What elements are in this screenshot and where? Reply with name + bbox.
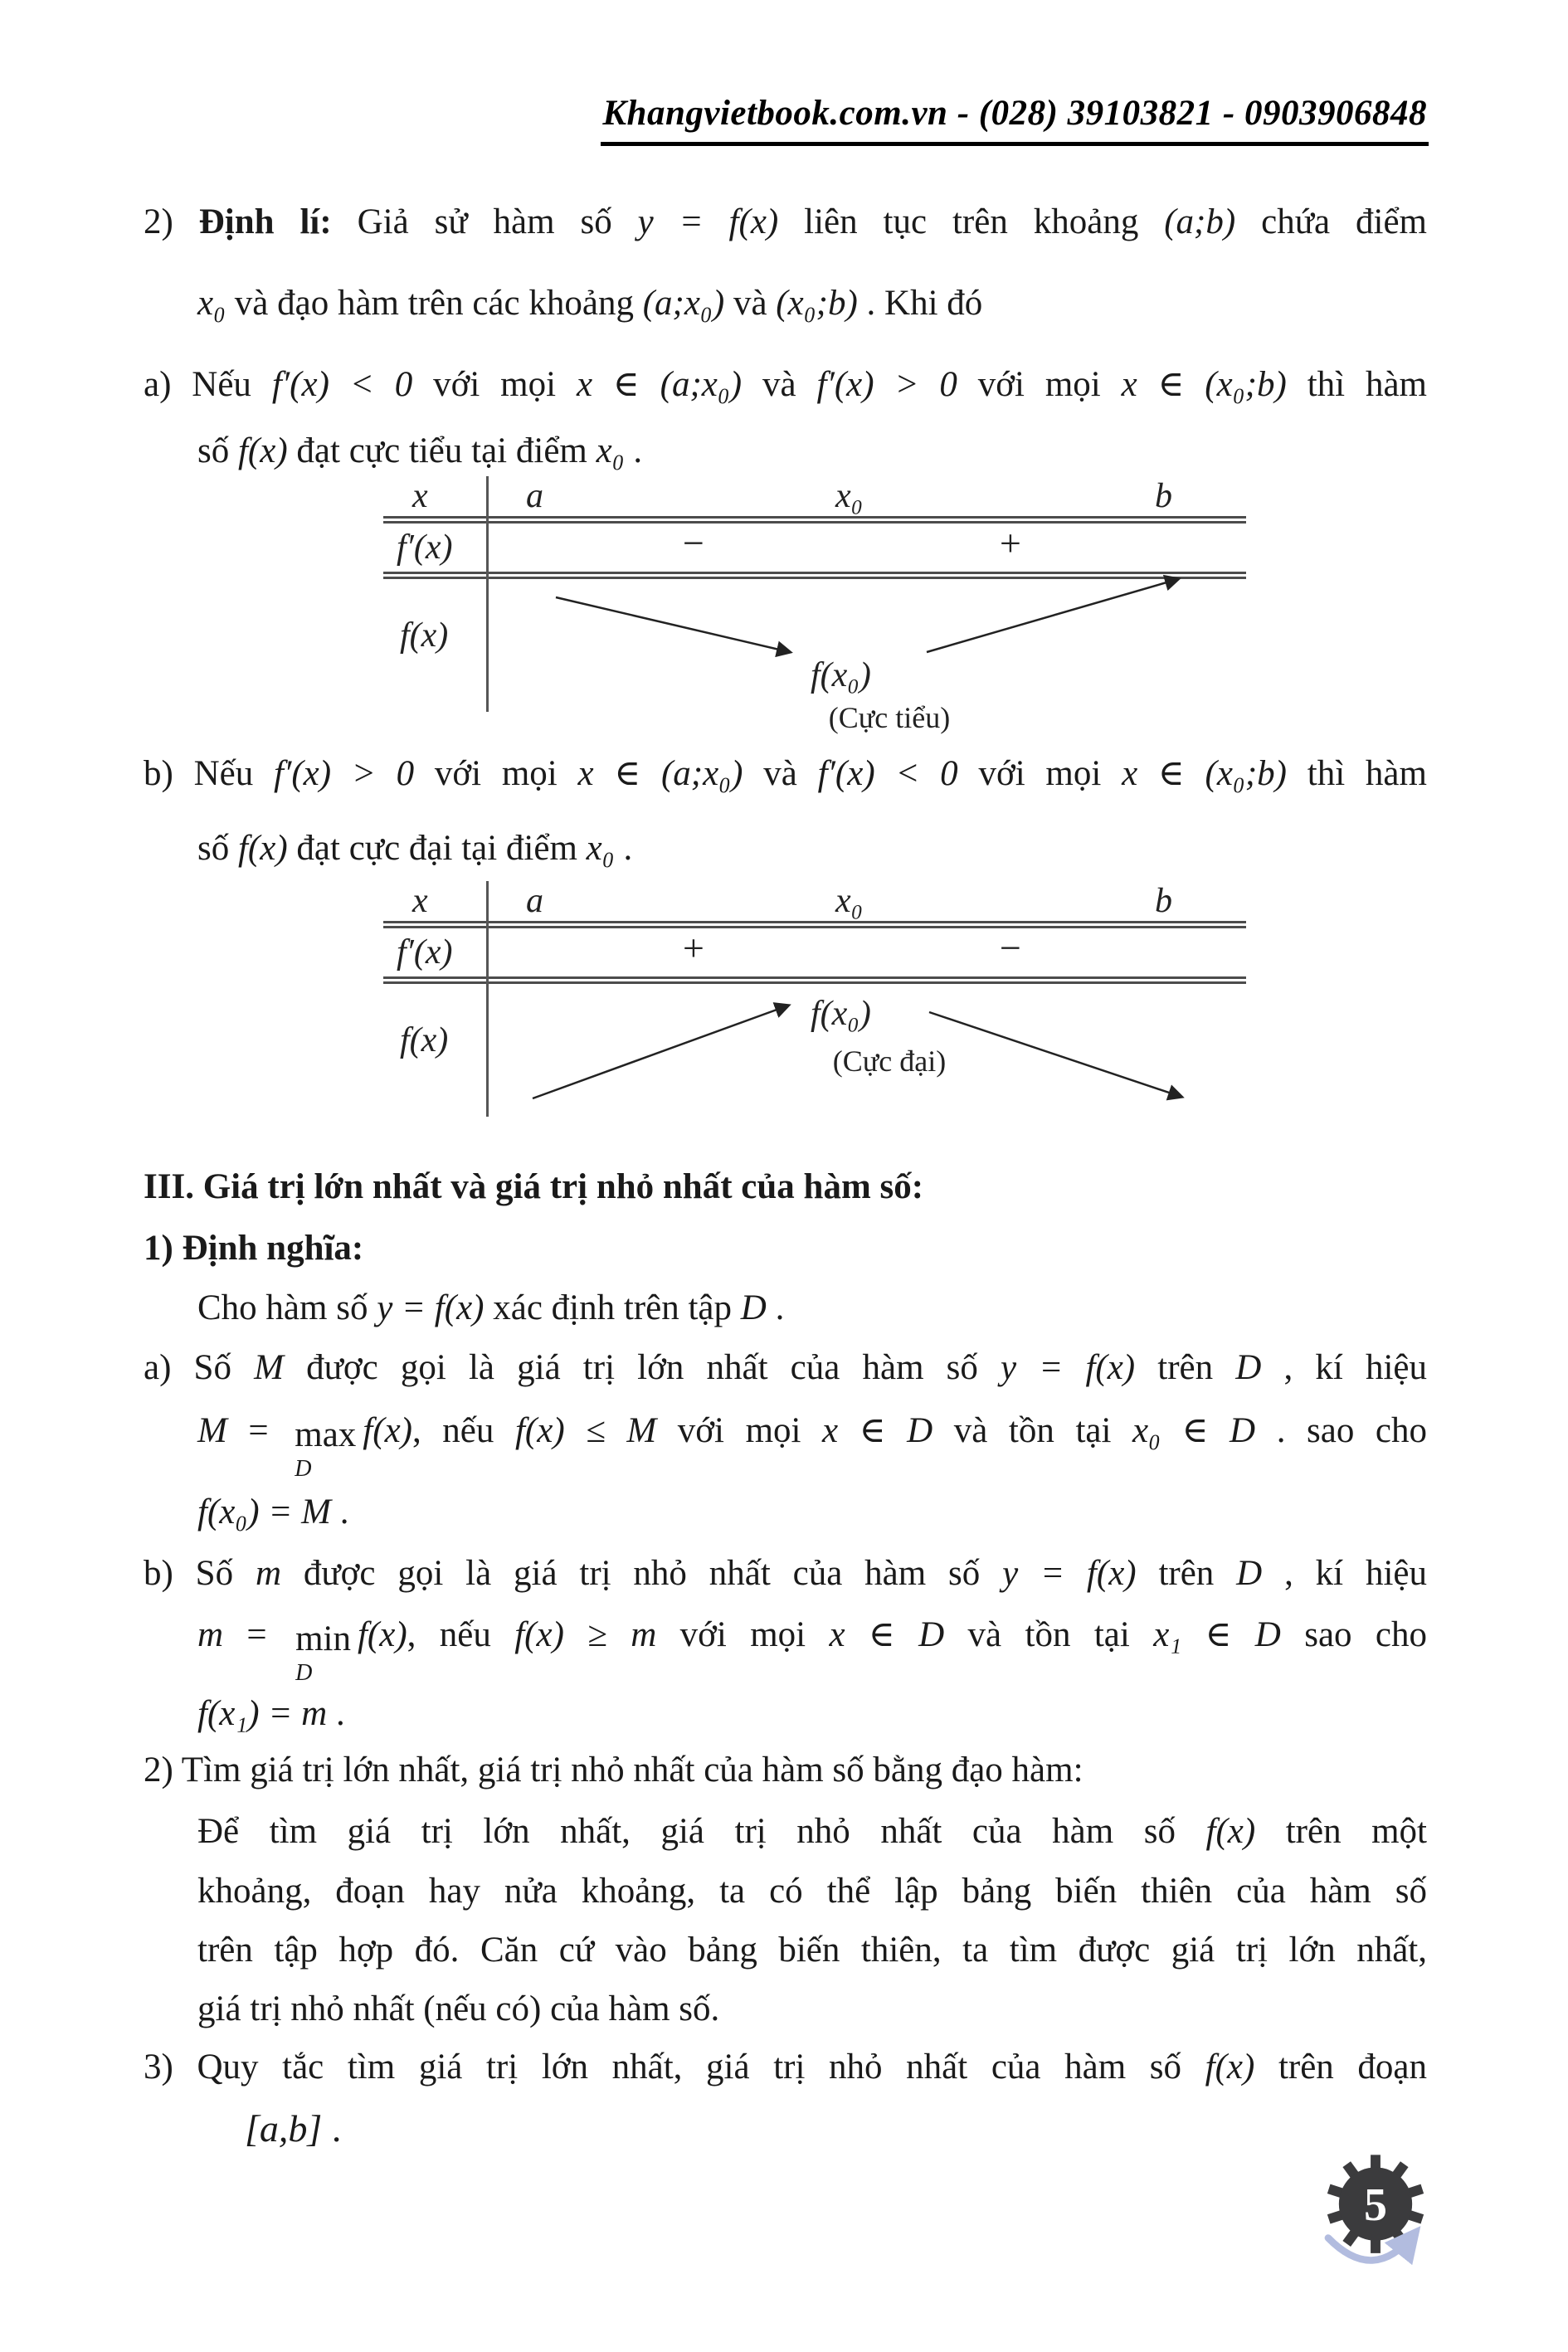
- para-tim-gtln-line-1: Để tìm giá trị lớn nhất, giá trị nhỏ nhất của hàm số f(x) trên một: [197, 1812, 1428, 1851]
- heading-tim-bang-dao-ham: 2) Tìm giá trị lớn nhất, giá trị nhỏ nhất của hàm số bằng đạo hàm:: [144, 1751, 1083, 1790]
- row-f-prime-label: f′(x): [397, 933, 453, 971]
- col-x0-label: x₀: [835, 882, 864, 920]
- line-fx1-bang-m: f(x₁) = m .: [197, 1694, 345, 1733]
- col-a-label: a: [526, 882, 543, 920]
- extremum-value: f(x₀): [811, 995, 871, 1033]
- heading-dinh-nghia: 1) Định nghĩa:: [144, 1229, 364, 1268]
- col-a-label: a: [526, 477, 543, 515]
- col-b-label: b: [1155, 477, 1172, 515]
- line-doan-ab: [a,b] .: [245, 2107, 342, 2150]
- heading-gtln-gtnn: III. Giá trị lớn nhất và giá trị nhỏ nhất của hàm số:: [144, 1167, 924, 1206]
- item-b-cuc-dai-1: b) Nếu f′(x) > 0 với mọi x ∈ (a;x₀) và f′(x) < 0 với mọi x ∈ (x₀;b) thì hàm: [144, 754, 1427, 793]
- header-citation: Khangvietbook.com.vn - (028) 39103821 - 0903906848: [601, 93, 1429, 146]
- item-a-cuc-tieu-1: a) Nếu f′(x) < 0 với mọi x ∈ (a;x₀) và f′(x) > 0 với mọi x ∈ (x₀;b) thì hàm: [144, 365, 1428, 404]
- item-b-cuc-dai-2: số f(x) đạt cực đại tại điểm x₀ .: [197, 829, 633, 868]
- sign-right: −: [997, 927, 1024, 969]
- row-f-label: f(x): [400, 1021, 449, 1059]
- item-b-gtnn: b) Số m được gọi là giá trị nhỏ nhất của hàm số y = f(x) trên D , kí hiệu: [144, 1554, 1427, 1593]
- sign-left: +: [680, 927, 707, 969]
- line-dinh-li-2: x₀ và đạo hàm trên các khoảng (a;x₀) và (x₀;b) . Khi đó: [197, 284, 983, 323]
- decreasing-arrow: [556, 597, 790, 652]
- col-x-label: x: [412, 882, 428, 920]
- para-tim-gtln-line-4: giá trị nhỏ nhất (nếu có) của hàm số.: [197, 1989, 720, 2028]
- page-number: 5: [1364, 2179, 1387, 2231]
- line-cho-ham-so: Cho hàm số y = f(x) xác định trên tập D .: [197, 1288, 785, 1327]
- page-number-badge: [1317, 2150, 1434, 2294]
- row-f-label: f(x): [400, 616, 449, 655]
- col-x0-label: x₀: [835, 477, 864, 515]
- line-dinh-nghia-max: M = max D f(x), nếu f(x) ≤ M với mọi x ∈ D và tồn tại x₀ ∈ D . sao cho: [197, 1411, 1428, 1482]
- heading-quy-tac: 3) Quy tắc tìm giá trị lớn nhất, giá trị nhỏ nhất của hàm số f(x) trên đoạn: [144, 2048, 1427, 2087]
- sign-right: +: [997, 522, 1024, 564]
- item-a-cuc-tieu-2: số f(x) đạt cực tiểu tại điểm x₀ .: [197, 431, 643, 470]
- para-tim-gtln-line-2: khoảng, đoạn hay nửa khoảng, ta có thể lập bảng biến thiên của hàm số: [197, 1872, 1427, 1911]
- increasing-arrow: [927, 579, 1178, 652]
- extremum-value: f(x₀): [811, 656, 871, 694]
- increasing-arrow: [533, 1006, 788, 1098]
- bang-bien-thien-cuc-tieu: [383, 476, 1246, 733]
- extremum-note: (Cực đại): [832, 1045, 947, 1078]
- badge-graphic: [1317, 2150, 1434, 2290]
- col-x-label: x: [412, 477, 428, 515]
- line-dinh-nghia-min: m = min D f(x), nếu f(x) ≥ m với mọi x ∈ D và tồn tại x₁ ∈ D sao cho: [197, 1615, 1428, 1686]
- item-a-gtln: a) Số M được gọi là giá trị lớn nhất của hàm số y = f(x) trên D , kí hiệu: [144, 1348, 1427, 1387]
- line-fx0-bang-M: f(x₀) = M .: [197, 1493, 349, 1531]
- row-f-prime-label: f′(x): [397, 528, 453, 567]
- sign-left: −: [680, 522, 707, 564]
- col-b-label: b: [1155, 882, 1172, 920]
- bang-bien-thien-cuc-dai: [383, 881, 1246, 1138]
- extremum-note: (Cực tiểu): [828, 701, 951, 734]
- line-dinh-li-1: 2) Định lí: Giả sử hàm số y = f(x) liên tục trên khoảng (a;b) chứa điểm: [144, 202, 1427, 241]
- para-tim-gtln-line-3: trên tập hợp đó. Căn cứ vào bảng biến thiên, ta tìm được giá trị lớn nhất,: [197, 1931, 1427, 1970]
